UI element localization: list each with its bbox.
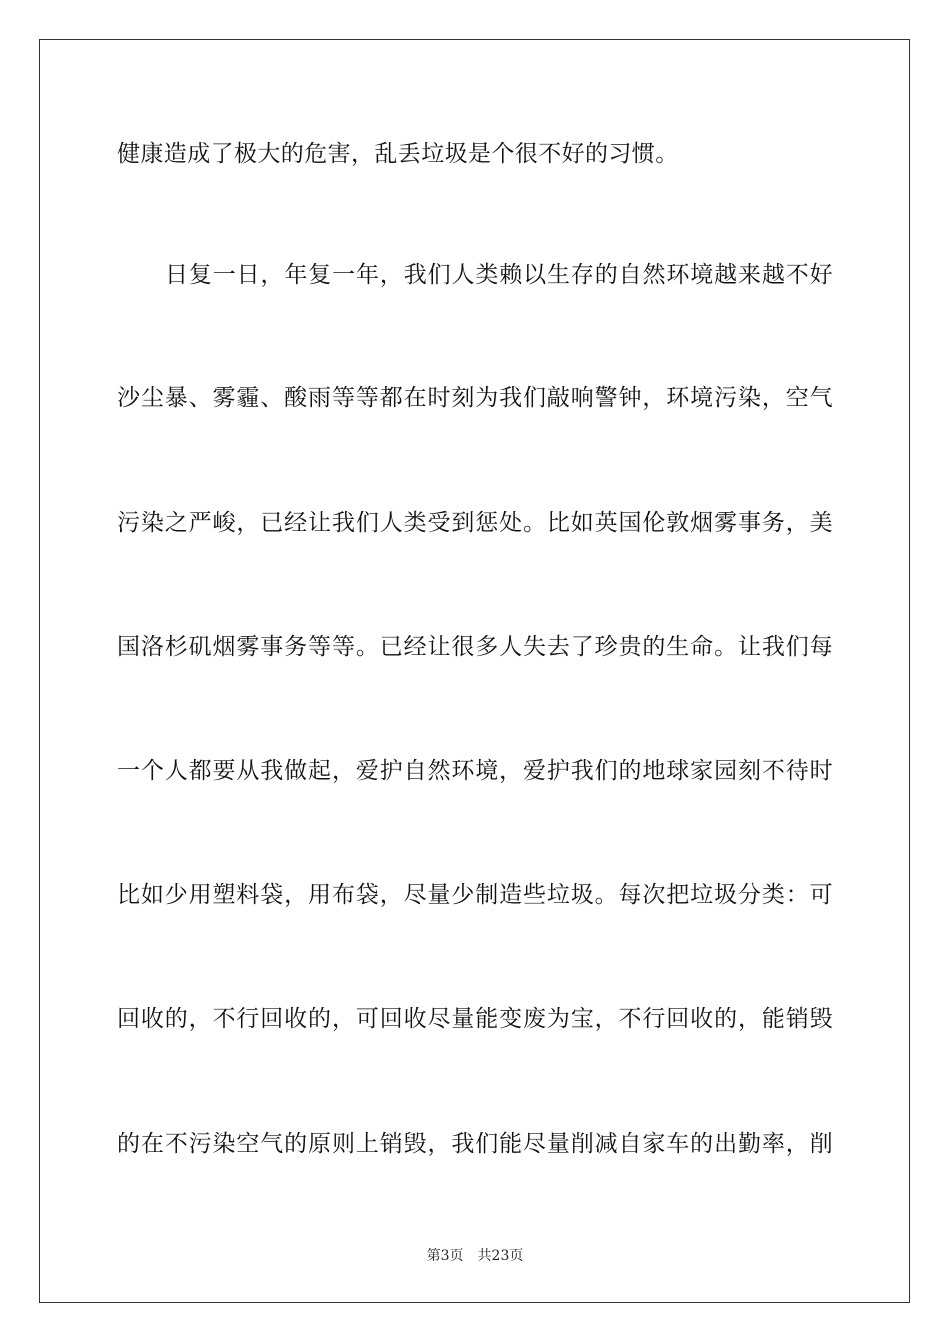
paragraph-line-7: 比如少用塑料袋，用布袋，尽量少制造些垃圾。每次把垃圾分类：可 [117,882,833,908]
paragraph-line-5: 国洛杉矶烟雾事务等等。已经让很多人失去了珍贵的生命。让我们每 [117,634,833,660]
page-border [39,39,910,1303]
paragraph-line-2: 日复一日，年复一年，我们人类赖以生存的自然环境越来越不好 [165,262,833,288]
paragraph-line-1: 健康造成了极大的危害，乱丢垃圾是个很不好的习惯。 [117,141,679,167]
paragraph-line-8: 回收的，不行回收的，可回收尽量能变废为宝，不行回收的，能销毁 [117,1006,833,1032]
paragraph-line-4: 污染之严峻，已经让我们人类受到惩处。比如英国伦敦烟雾事务，美 [117,510,833,536]
page-footer [0,1246,950,1266]
paragraph-line-9: 的在不污染空气的原则上销毁，我们能尽量削减自家车的出勤率，削 [117,1131,833,1157]
paragraph-line-6: 一个人都要从我做起，爱护自然环境，爱护我们的地球家园刻不待时 [117,758,833,784]
paragraph-line-3: 沙尘暴、雾霾、酸雨等等都在时刻为我们敲响警钟，环境污染，空气 [117,385,833,411]
page-total: 共23页 [477,1248,524,1264]
page-number: 第3页 [426,1248,464,1264]
